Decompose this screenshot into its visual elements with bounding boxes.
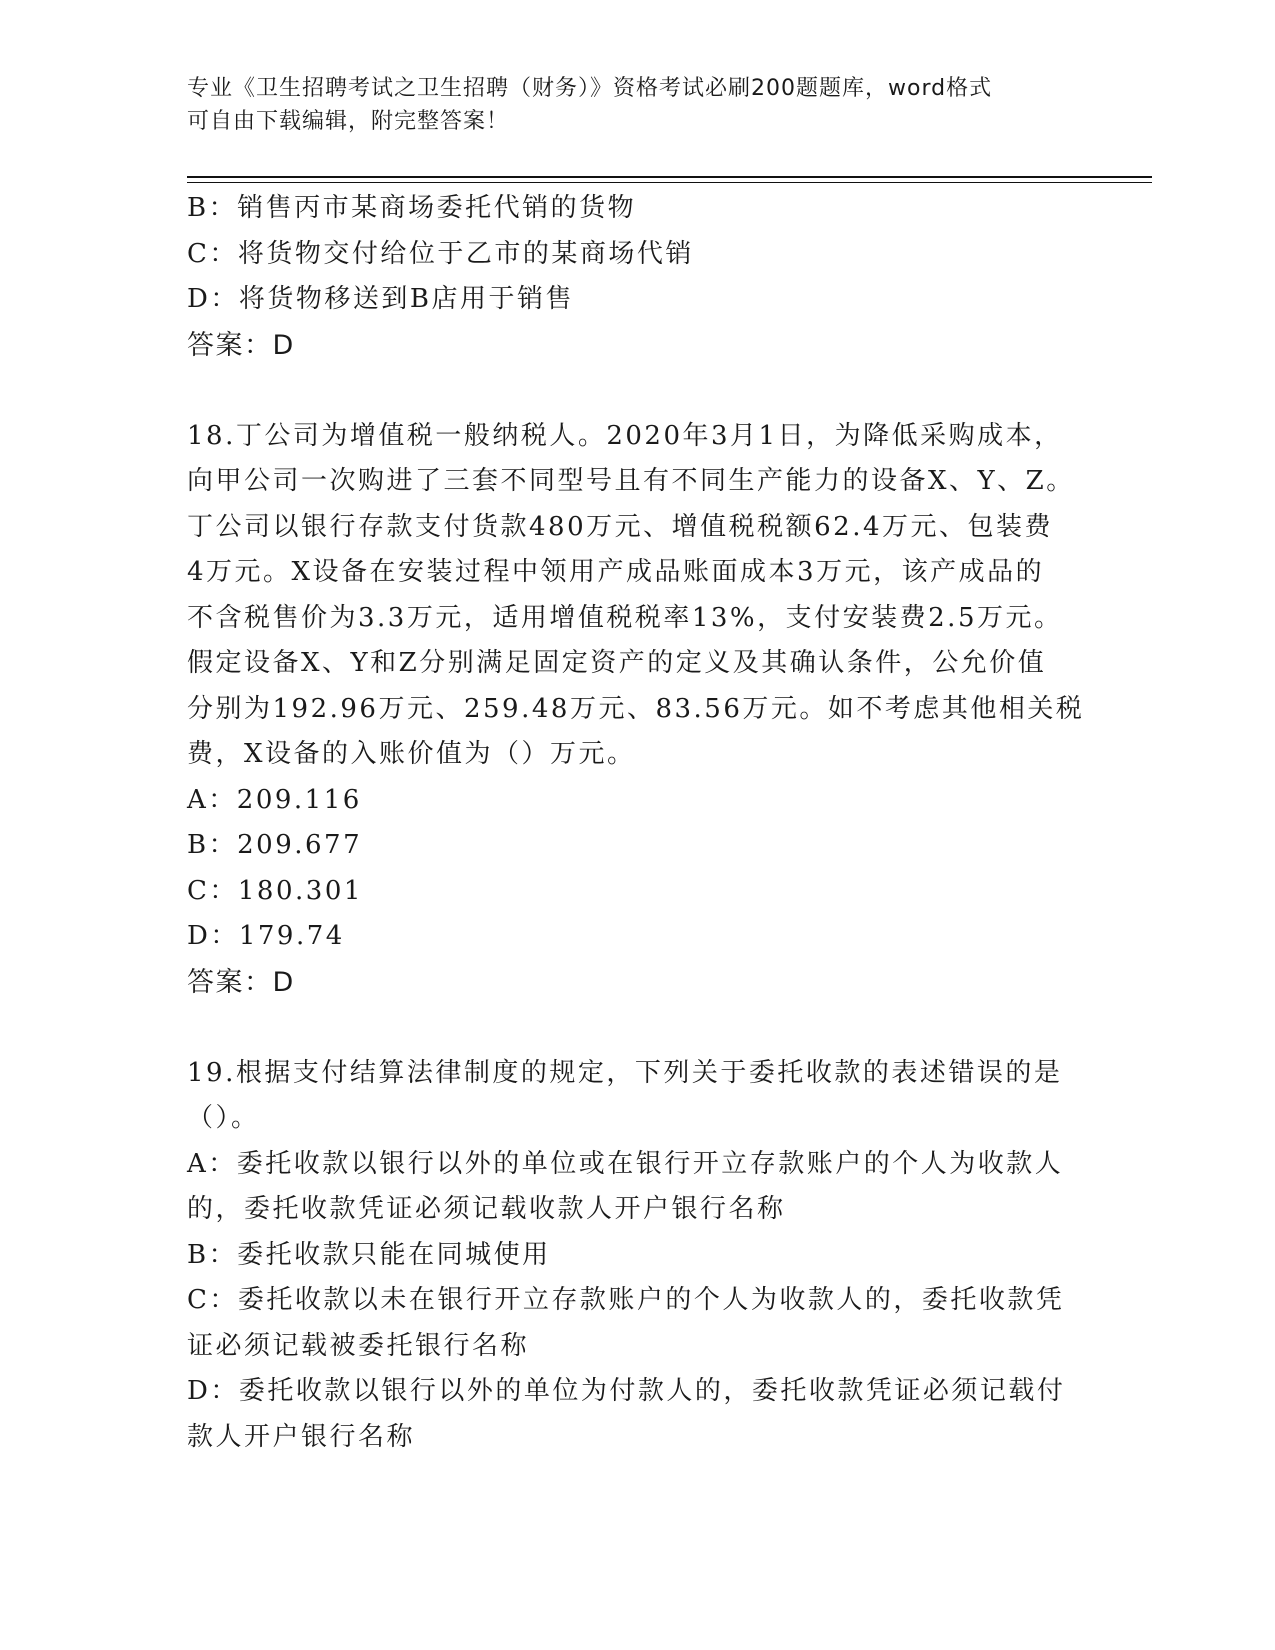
option-c: C：委托收款以未在银行开立存款账户的个人为收款人的，委托收款凭 [187,1285,1065,1315]
question-text-line: 向甲公司一次购进了三套不同型号且有不同生产能力的设备X、Y、Z。 [187,466,1075,496]
header-title-line-2: 可自由下载编辑，附完整答案！ [187,109,510,134]
question-text-line: 4万元。X设备在安装过程中领用产成品账面成本3万元，该产成品的 [187,557,1045,587]
option-a-continued: 的，委托收款凭证必须记载收款人开户银行名称 [187,1194,786,1224]
page-header [187,72,1087,138]
question-text-line: 丁公司以银行存款支付货款480万元、增值税税额62.4万元、包装费 [187,511,1054,542]
question-text-line: 不含税售价为3.3万元，适用增值税税率13%，支付安装费2.5万元。 [187,602,1063,633]
header-title-line-1: 专业《卫生招聘考试之卫生招聘（财务）》资格考试必刷200题题库，word格式 [187,76,993,101]
header-divider-thin [187,182,1152,183]
question-text-line: （）。 [187,1103,260,1133]
option-d-continued: 款人开户银行名称 [187,1421,416,1452]
option-d: D：179.74 [187,921,345,951]
question-text-line: 18.丁公司为增值税一般纳税人。2020年3月1日，为降低采购成本， [187,420,1063,451]
question-text-line: 19.根据支付结算法律制度的规定，下列关于委托收款的表述错误的是 [187,1057,1063,1088]
spacer [187,1005,1067,1051]
option-c: C：将货物交付给位于乙市的某商场代销 [187,238,694,269]
option-a: A：209.116 [187,784,362,815]
option-d: D：委托收款以银行以外的单位为付款人的，委托收款凭证必须记载付 [187,1376,1066,1406]
option-c: C：180.301 [187,875,363,906]
answer-line: 答案：D [187,329,295,361]
option-b: B：委托收款只能在同城使用 [187,1239,551,1270]
question-text-line: 费，X设备的入账价值为（）万元。 [187,739,636,769]
question-text-line: 假定设备X、Y和Z分别满足固定资产的定义及其确认条件，公允价值 [187,648,1047,678]
question-19 [187,1051,1067,1461]
option-d: D：将货物移送到B店用于销售 [187,284,574,314]
answer-line: 答案：D [187,966,295,998]
option-b: B：209.677 [187,830,363,860]
header-divider-thick [187,176,1152,178]
question-17-continued [187,186,1067,368]
question-text-line: 分别为192.96万元、259.48万元、83.56万元。如不考虑其他相关税 [187,693,1085,724]
spacer [187,368,1067,414]
option-b: B：销售丙市某商场委托代销的货物 [187,193,637,223]
option-a: A：委托收款以银行以外的单位或在银行开立存款账户的个人为收款人 [187,1148,1064,1179]
question-18 [187,414,1085,1006]
option-c-continued: 证必须记载被委托银行名称 [187,1330,530,1361]
document-body [187,186,1085,1460]
